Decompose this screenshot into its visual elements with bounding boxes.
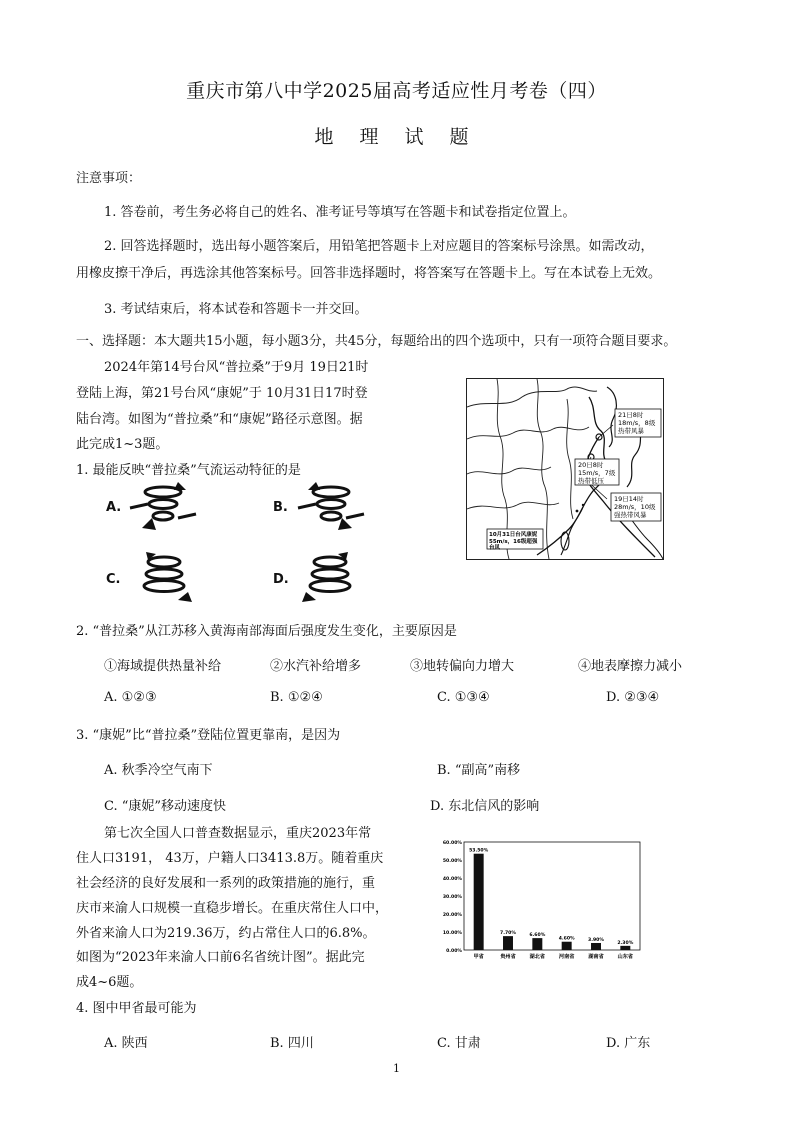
spiral-d-icon <box>296 548 364 606</box>
passage2-line-2: 住人口3191， 43万，户籍人口3413.8万。随着重庆 <box>76 851 384 866</box>
x-category-label: 河南省 <box>558 954 575 960</box>
y-tick-label: 50.00% <box>442 859 462 864</box>
map-label-20-speed: 15m/s，7级 <box>578 469 616 477</box>
y-tick-label: 30.00% <box>442 895 462 900</box>
passage2-line-3: 社会经济的良好发展和一系列的政策措施的施行，重 <box>76 876 376 891</box>
map-graphic <box>467 379 663 559</box>
map-label-20-class: 热带低压 <box>578 477 604 485</box>
notice-item-2: 2. 回答选择题时，选出每小题答案后，用铅笔把答题卡上对应题目的答案标号涂黑。如需改动， <box>104 239 654 254</box>
bar-value-label: 53.50% <box>469 848 489 854</box>
q2-factor-2: ②水汽补给增多 <box>270 659 362 674</box>
passage1-line-4: 此完成1~3题。 <box>76 437 169 452</box>
q1-option-a-label: A. <box>106 500 122 515</box>
bar-甲省 <box>474 854 484 950</box>
map-label-19-class: 强热带风暴 <box>614 511 647 519</box>
q1-option-b-label: B. <box>273 500 288 515</box>
bar-湖北省 <box>532 938 542 950</box>
spiral-a-icon <box>128 478 198 534</box>
q2-option-b: B. ①②④ <box>270 690 323 705</box>
y-tick-label: 40.00% <box>442 877 462 882</box>
passage2-line-6: 如图为“2023年来渝人口前6名省统计图”。据此完 <box>76 950 365 965</box>
bar-value-label: 3.90% <box>588 937 604 943</box>
q4-option-d: D. 广东 <box>606 1036 651 1051</box>
passage1-line-3: 陆台湾。如图为“普拉桑”和“康妮”路径示意图。据 <box>76 412 363 427</box>
q3-option-b: B. “副高”南移 <box>437 763 521 778</box>
bar-value-label: 4.60% <box>558 936 575 942</box>
q1-stem: 1. 最能反映“普拉桑”气流运动特征的是 <box>76 463 301 478</box>
passage2-line-4: 庆市来渝人口规模一直稳步增长。在重庆常住人口中， <box>76 901 389 916</box>
q2-factor-4: ④地表摩擦力减小 <box>578 659 683 674</box>
q3-option-a: A. 秋季冷空气南下 <box>104 763 213 778</box>
map-label-kongrey-2: 55m/s，16级超强 <box>489 539 538 545</box>
map-label-kongrey-1: 10月31日台风康妮 <box>489 532 538 538</box>
q1-option-c-label: C. <box>106 572 121 587</box>
population-bar-chart <box>436 832 642 968</box>
map-label-21-speed: 18m/s，8级 <box>618 419 656 427</box>
page-title: 重庆市第八中学2025届高考适应性月考卷（四） <box>186 80 607 102</box>
q4-option-b: B. 四川 <box>270 1036 314 1051</box>
map-label-kongrey-3: 台风 <box>489 545 501 551</box>
y-tick-label: 0.00% <box>446 949 462 954</box>
y-tick-label: 60.00% <box>442 841 462 846</box>
bar-河南省 <box>562 942 572 950</box>
q3-stem: 3. “康妮”比“普拉桑”登陆位置更靠南，是因为 <box>76 728 341 743</box>
passage2-line-5: 外省来渝人口为219.36万，约占常住人口的6.8%。 <box>76 926 376 941</box>
notice-item-2-cont: 用橡皮擦干净后，再选涂其他答案标号。回答非选择题时，将答案写在答题卡上。写在本试卷上无效。 <box>76 266 662 281</box>
q2-factor-1: ①海域提供热量补给 <box>104 659 222 674</box>
q2-option-c: C. ①③④ <box>437 690 490 705</box>
map-label-19-time: 19日14时 <box>614 495 644 503</box>
passage2-line-7: 成4~6题。 <box>76 975 143 990</box>
page-subtitle: 地 理 试 题 <box>314 126 479 148</box>
q2-option-a: A. ①②③ <box>104 690 157 705</box>
spiral-b-icon <box>296 478 366 534</box>
bar-value-label: 6.60% <box>529 933 546 939</box>
bar-山东省 <box>620 946 630 950</box>
q4-option-c: C. 甘肃 <box>437 1036 481 1051</box>
q4-option-a: A. 陕西 <box>104 1036 148 1051</box>
page-number: 1 <box>393 1062 400 1075</box>
section-heading: 一、选择题：本大题共15小题，每小题3分，共45分，每题给出的四个选项中，只有一项符合题目要求。 <box>76 334 677 349</box>
q4-stem: 4. 图中甲省最可能为 <box>76 1001 197 1016</box>
passage2-line-1: 第七次全国人口普查数据显示，重庆2023年常 <box>104 826 372 841</box>
bar-value-label: 7.70% <box>500 931 516 937</box>
x-category-label: 山东省 <box>617 954 634 960</box>
spiral-c-icon <box>130 548 198 606</box>
x-category-label: 甲省 <box>473 954 484 960</box>
map-label-19-speed: 28m/s，10级 <box>614 503 656 511</box>
x-category-label: 贵州省 <box>500 954 516 960</box>
bar-湖南省 <box>591 943 601 950</box>
bar-value-label: 2.30% <box>617 940 634 946</box>
chart-frame <box>464 842 640 950</box>
notice-heading: 注意事项： <box>76 171 142 186</box>
x-category-label: 湖北省 <box>529 954 546 960</box>
bar-贵州省 <box>503 936 513 950</box>
x-category-label: 湖南省 <box>588 954 604 960</box>
q2-factor-3: ③地转偏向力增大 <box>410 659 515 674</box>
q3-option-d: D. 东北信风的影响 <box>430 799 540 814</box>
map-label-20-time: 20日8时 <box>578 461 604 469</box>
q2-stem: 2. “普拉桑”从江苏移入黄海南部海面后强度发生变化，主要原因是 <box>76 624 457 639</box>
passage1-line-1: 2024年第14号台风“普拉桑”于9月 19日21时 <box>104 360 369 375</box>
q3-option-c: C. “康妮”移动速度快 <box>104 799 227 814</box>
notice-item-3: 3. 考试结束后，将本试卷和答题卡一并交回。 <box>104 302 368 317</box>
typhoon-path-map <box>466 378 664 560</box>
notice-item-1: 1. 答卷前，考生务必将自己的姓名、准考证号等填写在答题卡和试卷指定位置上。 <box>104 205 576 220</box>
y-tick-label: 10.00% <box>442 931 462 936</box>
y-tick-label: 20.00% <box>442 913 462 918</box>
q2-option-d: D. ②③④ <box>606 690 660 705</box>
q1-option-d-label: D. <box>273 572 289 587</box>
map-label-21-time: 21日8时 <box>618 411 644 419</box>
map-label-21-class: 热带风暴 <box>618 427 644 435</box>
passage1-line-2: 登陆上海，第21号台风“康妮”于 10月31日17时登 <box>76 386 368 401</box>
